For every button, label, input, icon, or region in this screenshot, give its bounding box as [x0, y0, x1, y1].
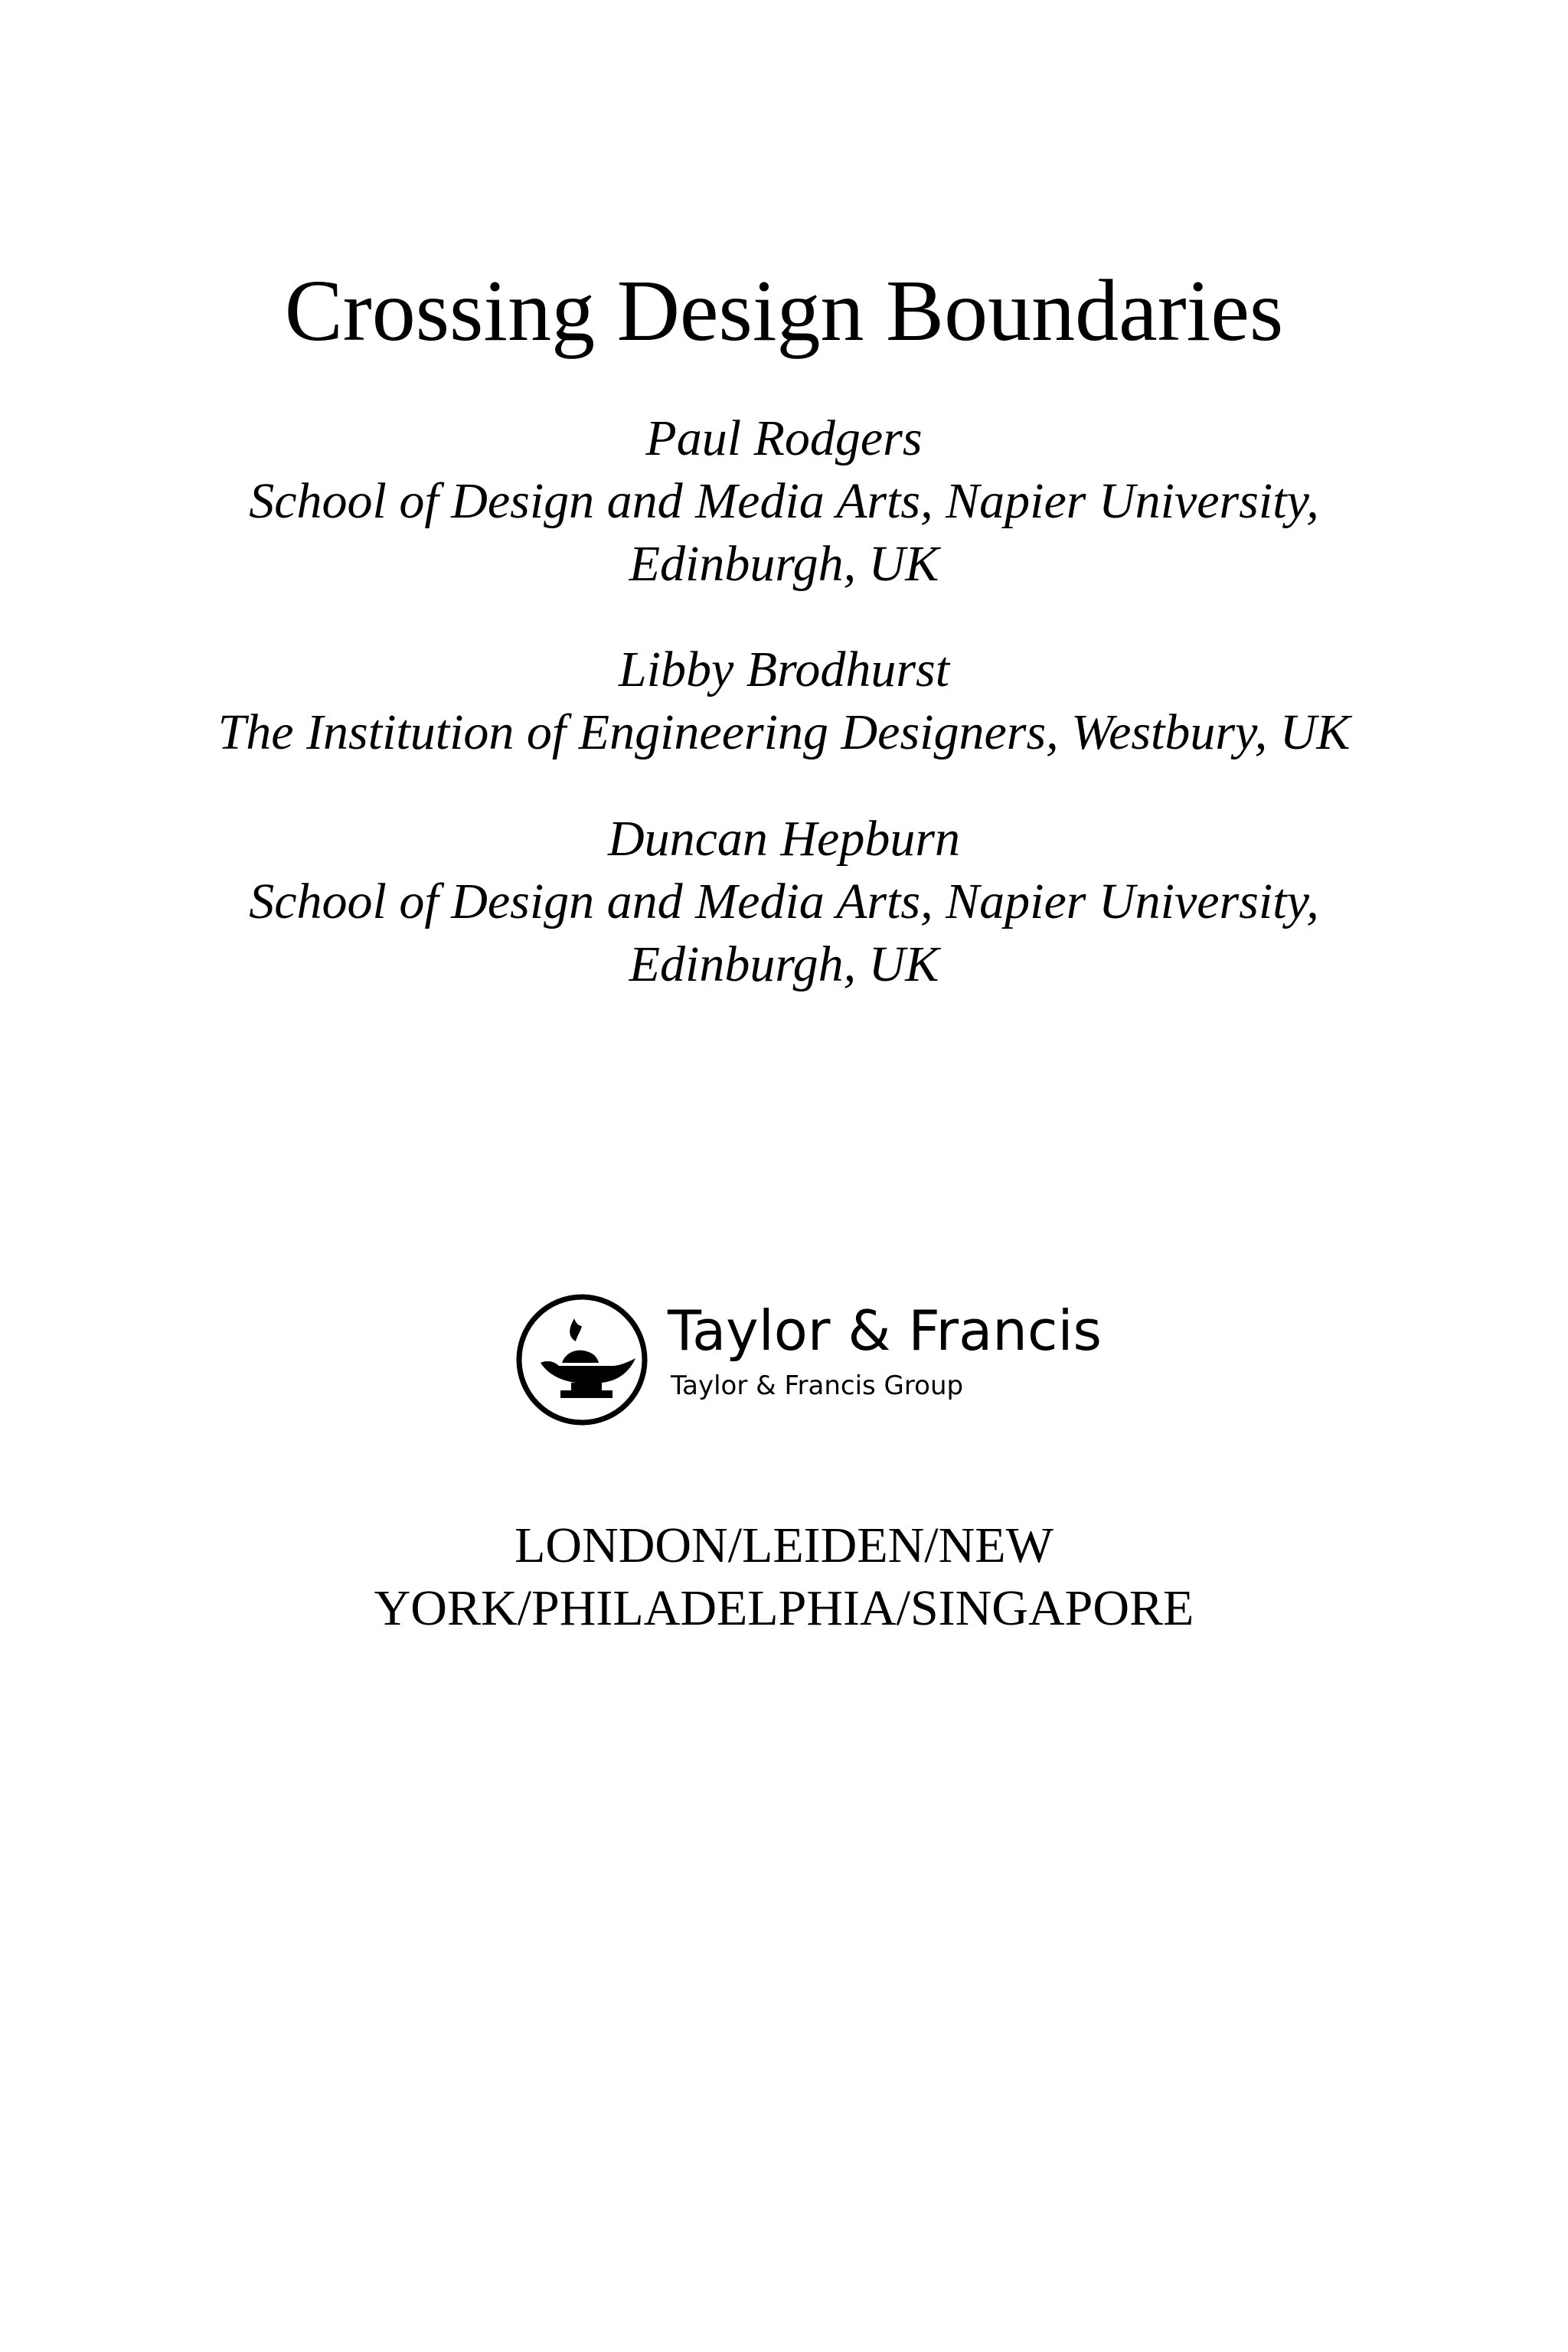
book-title: Crossing Design Boundaries	[284, 262, 1284, 359]
author-name: Duncan Hepburn	[607, 811, 961, 867]
author-block-hepburn	[0, 808, 1568, 996]
locations-line: YORK/PHILADELPHIA/SINGAPORE	[374, 1580, 1194, 1636]
author-affiliation: Edinburgh, UK	[629, 936, 939, 992]
author-affiliation: Edinburgh, UK	[629, 536, 939, 592]
locations-line: LONDON/LEIDEN/NEW	[514, 1517, 1054, 1573]
publisher-locations	[0, 1514, 1568, 1640]
author-name: Paul Rodgers	[645, 410, 923, 466]
author-block-brodhurst	[0, 639, 1568, 764]
author-affiliation: School of Design and Media Arts, Napier University,	[249, 473, 1319, 529]
author-block-rodgers	[0, 407, 1568, 596]
author-affiliation: The Institution of Engineering Designers, Westbury, UK	[217, 704, 1351, 760]
author-name: Libby Brodhurst	[618, 642, 950, 697]
publisher-name: Taylor & Francis	[668, 1298, 1102, 1363]
publisher-logo	[514, 1292, 1102, 1438]
author-affiliation: School of Design and Media Arts, Napier University,	[249, 874, 1319, 929]
publisher-group: Taylor & Francis Group	[671, 1370, 964, 1401]
oil-lamp-icon	[514, 1292, 649, 1427]
